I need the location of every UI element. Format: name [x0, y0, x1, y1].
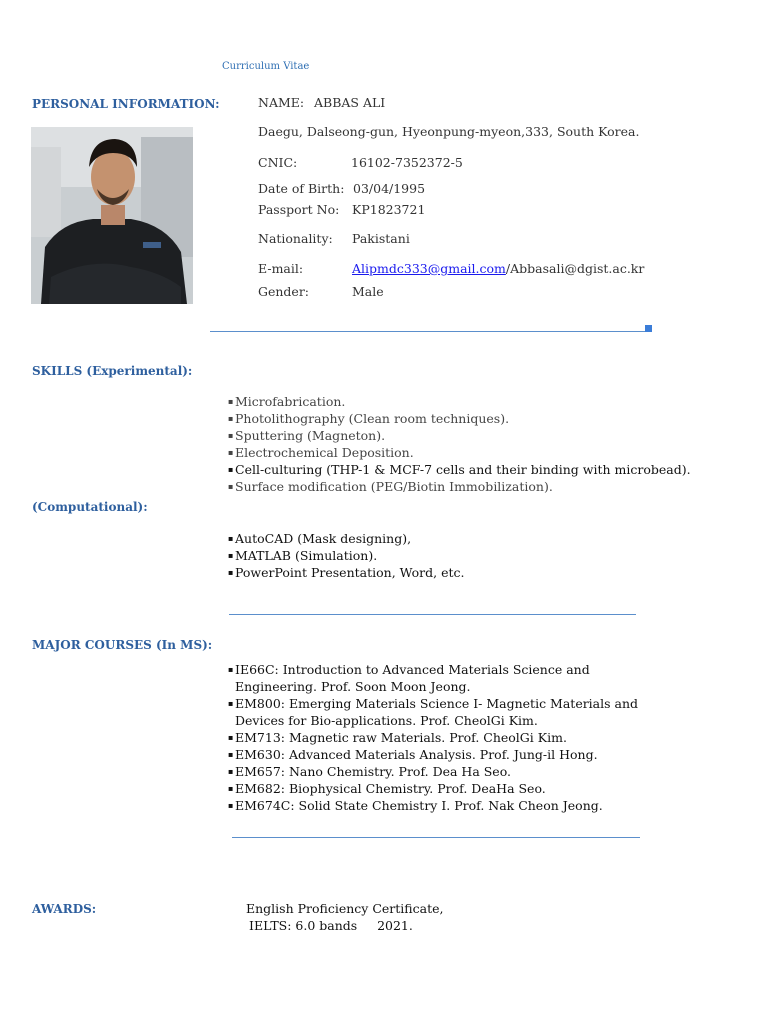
address-value: Daegu, Dalseong-gun, Hyeonpung-myeon,333, South Korea. [258, 124, 640, 139]
list-item: ▪ Microfabrication. [228, 393, 691, 410]
name-label: NAME: [258, 95, 305, 110]
cnic-value: 16102-7352372-5 [351, 155, 463, 170]
list-item: ▪ PowerPoint Presentation, Word, etc. [228, 564, 465, 581]
section-divider [210, 331, 646, 332]
gender-value: Male [352, 284, 384, 299]
list-item: ▪ Cell-culturing (THP-1 & MCF-7 cells and their binding with microbead). [228, 461, 691, 478]
email-secondary: /Abbasali@dgist.ac.kr [505, 261, 645, 276]
computational-skills-list [228, 530, 465, 581]
section-divider [232, 837, 640, 838]
awards-heading: AWARDS: [32, 902, 97, 916]
name-value: ABBAS ALI [314, 95, 386, 110]
email-value [352, 261, 644, 276]
email-label: E-mail: [258, 261, 304, 276]
list-item: ▪ EM630: Advanced Materials Analysis. Prof. Jung-il Hong. [228, 746, 638, 763]
courses-list [228, 661, 638, 814]
email-link[interactable]: Alipmdc333@gmail.com [352, 261, 506, 276]
list-item: ▪ Surface modification (PEG/Biotin Immobilization). [228, 478, 691, 495]
section-divider [229, 614, 636, 615]
skills-heading: SKILLS (Experimental): [32, 364, 193, 378]
list-item: ▪ MATLAB (Simulation). [228, 547, 465, 564]
award-certificate: English Proficiency Certificate, [246, 901, 444, 916]
list-item: ▪ AutoCAD (Mask designing), [228, 530, 465, 547]
divider-end-marker [645, 325, 652, 332]
dob-value: 03/04/1995 [353, 181, 426, 196]
list-item: ▪ EM682: Biophysical Chemistry. Prof. DeaHa Seo. [228, 780, 638, 797]
list-item: ▪ IE66C: Introduction to Advanced Materials Science and Engineering. Prof. Soon Moon Jeong. [228, 661, 638, 695]
list-item: ▪ EM657: Nano Chemistry. Prof. Dea Ha Seo. [228, 763, 638, 780]
list-item: ▪ Electrochemical Deposition. [228, 444, 691, 461]
portrait-image [31, 127, 193, 304]
list-item: ▪ Sputtering (Magneton). [228, 427, 691, 444]
passport-label: Passport No: [258, 202, 340, 217]
nationality-value: Pakistani [352, 231, 410, 246]
experimental-skills-list [228, 393, 691, 495]
list-item: ▪ EM800: Emerging Materials Science I- Magnetic Materials and Devices for Bio-applications. Prof. CheolGi Kim. [228, 695, 638, 729]
award-ielts: IELTS: 6.0 bands 2021. [249, 918, 413, 933]
cnic-label: CNIC: [258, 155, 298, 170]
passport-value: KP1823721 [352, 202, 426, 217]
courses-heading: MAJOR COURSES (In MS): [32, 638, 213, 652]
document-title: Curriculum Vitae [222, 61, 310, 72]
profile-photo [31, 127, 193, 304]
list-item: ▪ Photolithography (Clean room techniques). [228, 410, 691, 427]
list-item: ▪ EM674C: Solid State Chemistry I. Prof. Nak Cheon Jeong. [228, 797, 638, 814]
computational-heading: (Computational): [32, 500, 148, 514]
gender-label: Gender: [258, 284, 310, 299]
dob-label: Date of Birth: [258, 181, 345, 196]
nationality-label: Nationality: [258, 231, 333, 246]
personal-info-heading: PERSONAL INFORMATION: [32, 97, 220, 111]
list-item: ▪ EM713: Magnetic raw Materials. Prof. CheolGi Kim. [228, 729, 638, 746]
